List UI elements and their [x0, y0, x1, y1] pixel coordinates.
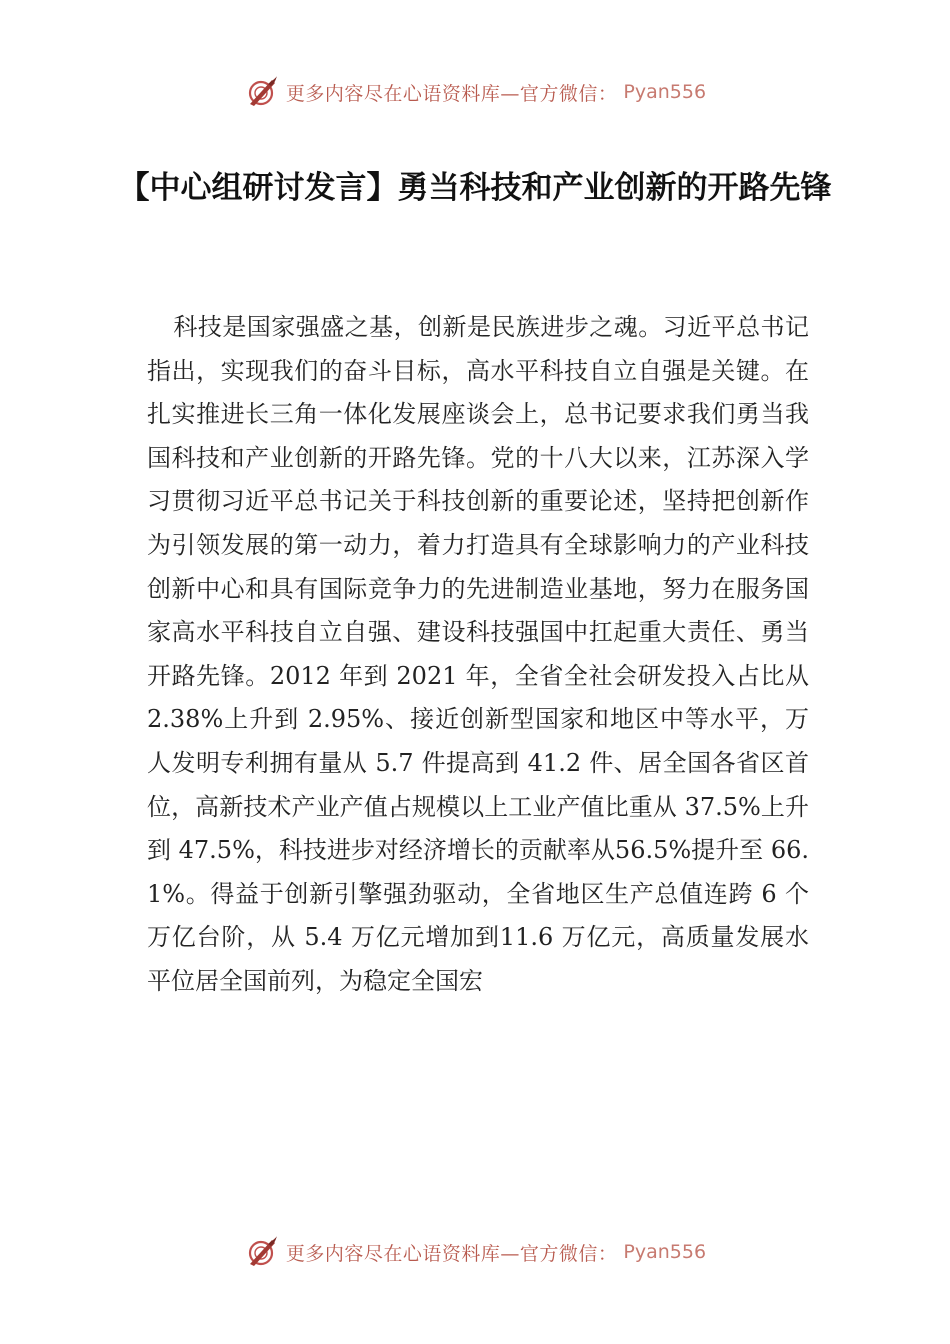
- body-paragraph: 科技是国家强盛之基，创新是民族进步之魂。习近平总书记指出，实现我们的奋斗目标，高水平科技自立自强是关键。在扎实推进长三角一体化发展座谈会上，总书记要求我们勇当我国科技和产业创新的开路先锋。党的十八大以来，江苏深入学习贯彻习近平总书记关于科技创新的重要论述，坚持把创新作为引领发展的第一动力，着力打造具有全球影响力的产业科技创新中心和具有国际竞争力的先进制造业基地，努力在服务国家高水平科技自立自强、建设科技强国中扛起重大责任、勇当开路先锋。2012 年到 2021 年，全省全社会研发投入占比从 2.38%上升到 2.95%、接近创新型国家和地区中等水平，万人发明专利拥有量从 5.7 件提高到 41.2 件、居全国各省区首位，高新技术产业产值占规模以上工业产值比重从 37.5%上升到 47.5%，科技进步对经济增长的贡献率从56.5%提升至 66.1%。得益于创新引擎强劲驱动，全省地区生产总值连跨 6 个万亿台阶，从 5.4 万亿元增加到11.6 万亿元，高质量发展水平位居全国前列，为稳定全国宏: [147, 313, 809, 995]
- watermark-text: 更多内容尽在心语资料库—官方微信：: [285, 1242, 618, 1265]
- quill-pen-icon: [244, 74, 280, 110]
- wechat-id: Pyan556: [623, 81, 707, 103]
- wechat-id: Pyan556: [623, 1241, 707, 1263]
- header-watermark: [0, 70, 950, 114]
- footer-watermark: [0, 1230, 950, 1274]
- quill-pen-icon: [244, 1234, 280, 1270]
- document-title: 【中心组研讨发言】勇当科技和产业创新的开路先锋: [118, 170, 832, 206]
- watermark-text: 更多内容尽在心语资料库—官方微信：: [285, 82, 618, 105]
